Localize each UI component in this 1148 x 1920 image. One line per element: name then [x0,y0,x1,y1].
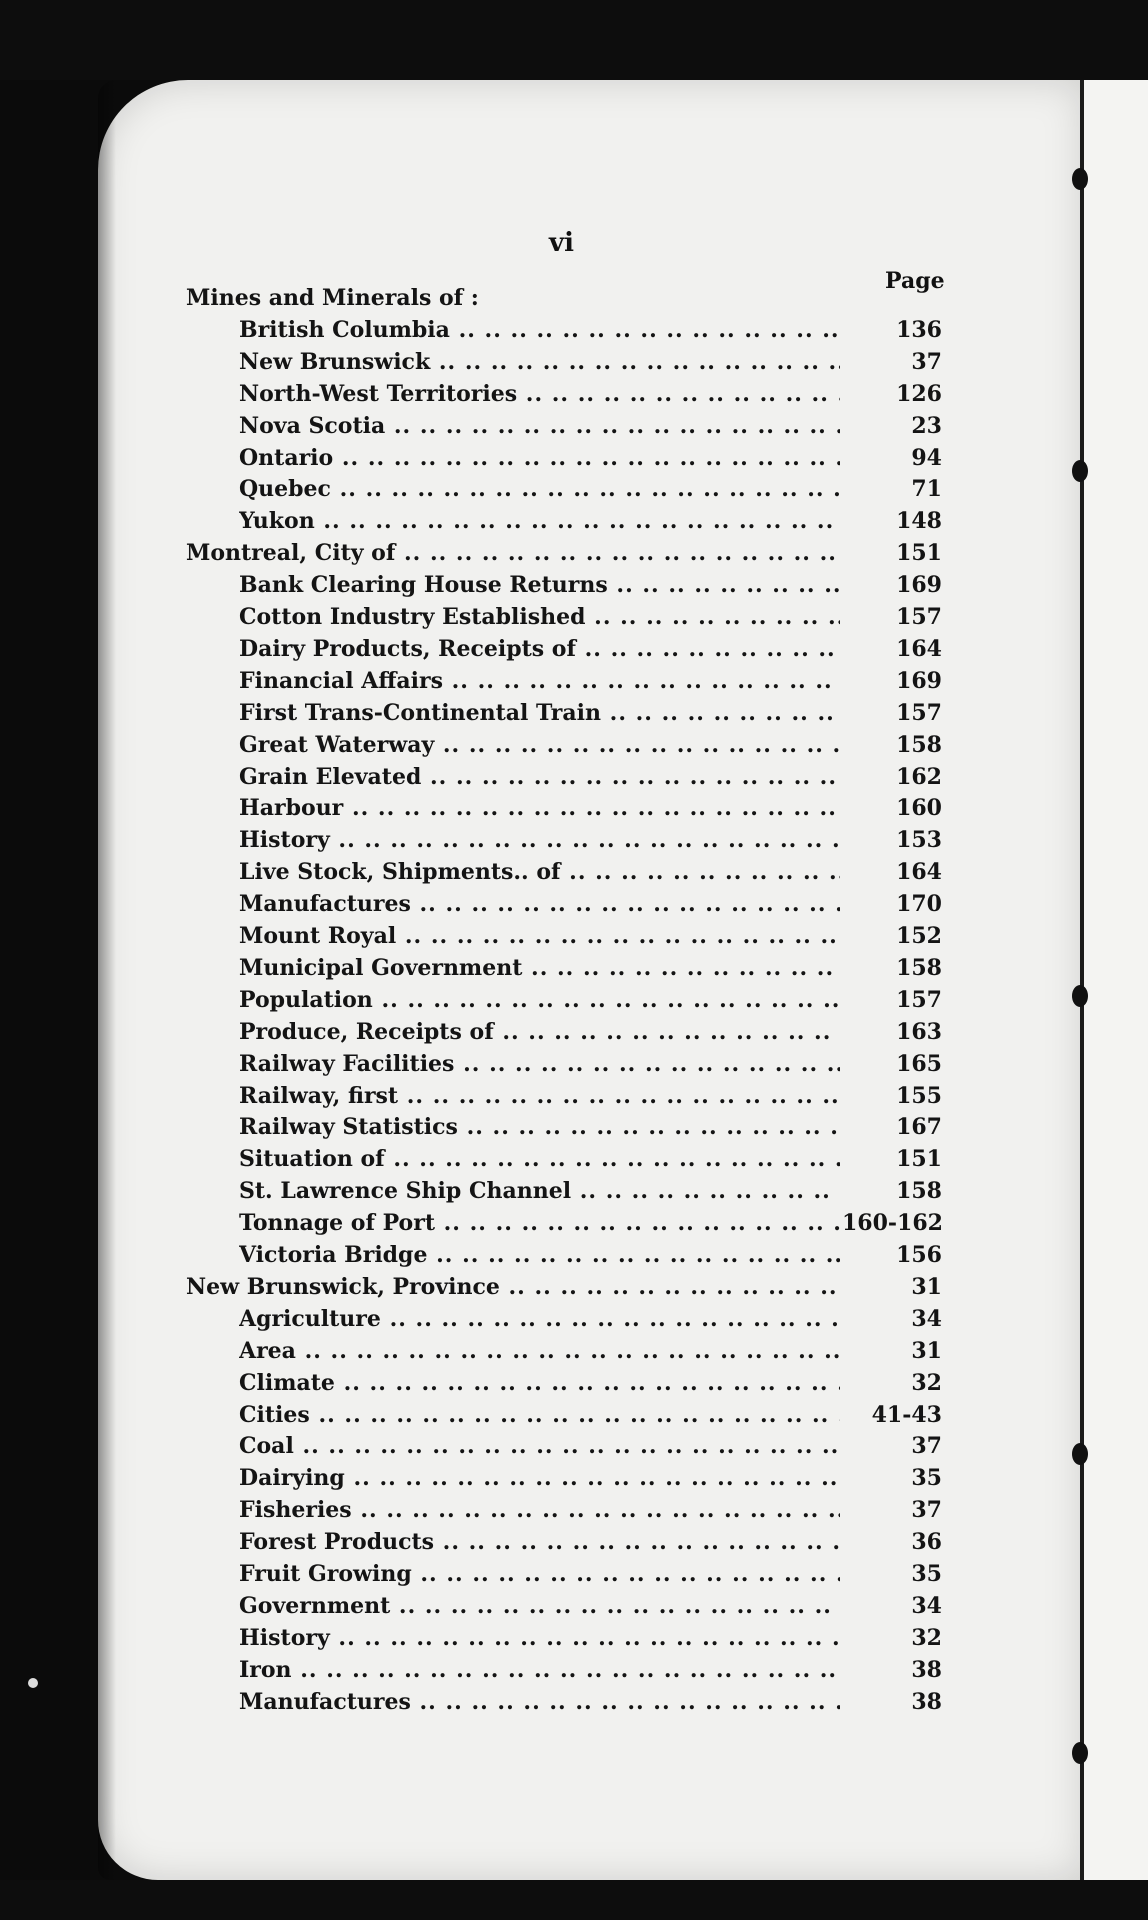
index-entry-page: 151 [896,1146,942,1173]
index-entry-page: 155 [896,1082,942,1109]
index-entry-page: 164 [896,859,942,886]
index-entry-page: 126 [896,380,942,407]
index-entry [0,1433,1148,1465]
index-entry [0,1083,1148,1115]
index-entry [0,1593,1148,1625]
index-entry [0,1019,1148,1051]
index-entry [0,923,1148,955]
index-entry-label: Grain Elevated .. .. [239,764,840,790]
index-entry-label: Financial Affairs .. .. [239,668,840,694]
index-entry [0,349,1148,381]
index-entry-label: Climate .. .. [239,1370,840,1396]
index-entry [0,1497,1148,1529]
index-entry-label: Victoria Bridge .. .. [239,1242,840,1268]
index-entry-label: New Brunswick, Province .. .. [186,1274,840,1300]
index-entry [0,445,1148,477]
index-entry-page: 165 [896,1050,942,1077]
index-entry [0,1465,1148,1497]
page-number: vi [549,228,574,258]
index-entry-label: Bank Clearing House Returns .. .. [239,572,840,598]
index-entry-page: 153 [896,827,942,854]
index-entry-page: 158 [896,1178,942,1205]
index-entry-label: Ontario .. .. [239,445,840,471]
index-entry-label: Montreal, City of .. .. [186,540,840,566]
index-entry-label: History .. .. [239,1625,840,1651]
index-entry-page: 169 [896,572,942,599]
index-entry [0,572,1148,604]
index-entry [0,1529,1148,1561]
index-entry-label: Live Stock, Shipments.. of .. .. [239,859,840,885]
index-entry-page: 162 [896,763,942,790]
index-entry-page: 158 [896,731,942,758]
index-entry-page: 38 [911,1688,942,1715]
index-entry [0,668,1148,700]
index-entry-page: 170 [896,891,942,918]
index-entry-page: 157 [896,699,942,726]
index-entry-page: 169 [896,667,942,694]
index-entry-page: 34 [911,1592,942,1619]
index-entry-page: 94 [911,444,942,471]
index-entry [0,1274,1148,1306]
index-entry-label: Railway, first .. .. [239,1083,840,1109]
index-entry [0,827,1148,859]
index-entry-label: Cities .. .. [239,1402,840,1428]
index-entry-page: 151 [896,540,942,567]
index-entry-label: Railway Facilities .. .. [239,1051,840,1077]
index-entry-page: 32 [911,1369,942,1396]
index-entry [0,955,1148,987]
index-entry [0,508,1148,540]
index-entry-label: Coal .. .. [239,1433,840,1459]
index-entry-page: 37 [911,1433,942,1460]
index-entry-page: 157 [896,604,942,630]
index-entry-label: Manufactures .. .. [239,891,840,917]
index-entry-page: 160 [896,795,942,822]
index-entry-page: 160-162 [842,1210,943,1237]
index-entry-label: Manufactures .. .. [239,1689,840,1715]
index-entry [0,1051,1148,1083]
index-entry [0,1178,1148,1210]
index-entry [0,285,1148,317]
index-entry [0,381,1148,413]
index-entry [0,1689,1148,1721]
index-entry-page: 35 [911,1465,942,1492]
index-entry-label: Tonnage of Port .. .. [239,1210,840,1236]
index-entry-page: 164 [896,635,942,662]
index-entry-page: 37 [911,348,942,375]
index-entry [0,891,1148,923]
index-entry-label: Yukon .. .. [239,508,840,534]
index-entry-label: Dairying .. .. [239,1465,840,1491]
index-entry [0,1338,1148,1370]
index-entry [0,1114,1148,1146]
index-entry-page: 156 [896,1242,942,1268]
index-entry [0,764,1148,796]
index-entry-label: Iron .. .. [239,1657,840,1683]
index-entry-page: 38 [911,1656,942,1683]
index-entry-label: Area .. .. [239,1338,840,1364]
index-entry [0,732,1148,764]
index-entry [0,1561,1148,1593]
index-entry [0,795,1148,827]
index-entry-label: North-West Territories .. .. [239,381,840,407]
index-entry-page: 23 [911,412,942,439]
index-entry [0,476,1148,508]
index-entry [0,636,1148,668]
index-entry-label: Cotton Industry Established .. .. [239,604,840,630]
index-entry-page: 148 [896,508,942,535]
index-entry [0,1402,1148,1434]
index-entry-page: 163 [896,1018,942,1045]
index-entry [0,1370,1148,1402]
index-entry-label: Mount Royal .. .. [239,923,840,949]
index-entry-label: Population .. .. [239,987,840,1013]
index-entry-label: Fisheries .. .. [239,1497,840,1523]
index-entry [0,1625,1148,1657]
index-entry-label: St. Lawrence Ship Channel .. .. [239,1178,840,1204]
index-entry [0,1146,1148,1178]
index-entry-page: 31 [911,1273,942,1300]
index-entry-label: Situation of .. .. [239,1146,840,1172]
index-entry-page: 71 [911,476,942,503]
index-entry-page: 37 [911,1497,942,1524]
index-entry-label: Produce, Receipts of .. .. [239,1019,840,1045]
index-entry-label: History .. .. [239,827,840,853]
index-entry-page: 167 [896,1114,942,1141]
index-entry [0,1242,1148,1274]
index-entry [0,317,1148,349]
index-entry [0,540,1148,572]
index-entry-page: 136 [896,316,942,343]
index-entry-page: 35 [911,1561,942,1587]
index-entry-page: 31 [911,1337,942,1364]
index-entry-label: British Columbia .. .. [239,317,840,343]
index-entry-label: Nova Scotia .. .. [239,413,840,439]
index-entry-label: Agriculture .. .. [239,1306,840,1332]
index-entry [0,413,1148,445]
index-entry-page: 41-43 [871,1401,942,1428]
index-entry-page: 32 [911,1624,942,1651]
index-entry [0,1210,1148,1242]
index-entry-page: 36 [911,1529,942,1556]
index-entry-label: Dairy Products, Receipts of .. .. [239,636,840,662]
index-entry-label: Mines and Minerals of : [186,285,479,311]
index-entry-page: 34 [911,1305,942,1332]
index-entry-label: Railway Statistics .. .. [239,1114,840,1140]
index-entry-label: First Trans-Continental Train .. .. [239,700,840,726]
index-entry [0,604,1148,636]
index-entry-label: Harbour .. .. [239,795,840,821]
page-column-header: Page [885,268,945,294]
index-entry [0,859,1148,891]
index-entry-page: 158 [896,954,942,981]
index-entry [0,987,1148,1019]
index-entry [0,700,1148,732]
index-entry-page: 157 [896,986,942,1013]
index-entry-label: New Brunswick .. .. [239,349,840,375]
index-entry-page: 152 [896,923,942,949]
index-entry-label: Municipal Government .. .. [239,955,840,981]
index-entry-label: Quebec .. .. [239,476,840,502]
index-entry-label: Forest Products .. .. [239,1529,840,1555]
index-entry-label: Great Waterway .. .. [239,732,840,758]
index-entry [0,1306,1148,1338]
index-entry-label: Fruit Growing .. .. [239,1561,840,1587]
index-entry [0,1657,1148,1689]
index-entry-label: Government .. .. [239,1593,840,1619]
